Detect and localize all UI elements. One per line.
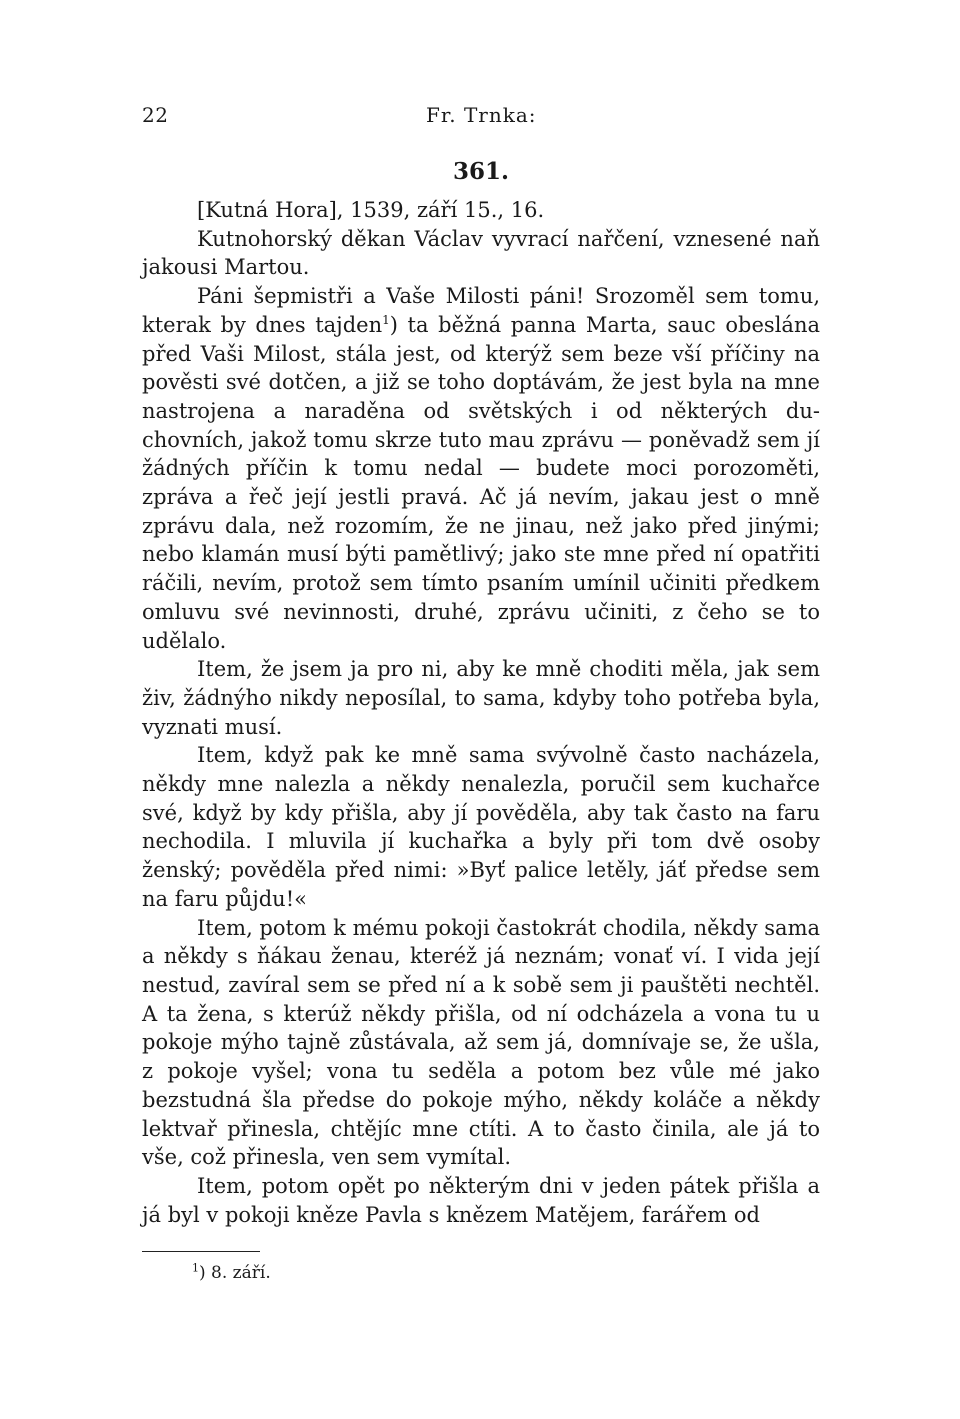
- document-number: 361.: [452, 158, 510, 185]
- footnote: [192, 1262, 271, 1284]
- footnote-divider: [142, 1251, 260, 1252]
- place-date-line: [Kutná Hora], 1539, září 15., 16.: [197, 198, 545, 222]
- paragraph-3: Item, když pak ke mně sama svývolně často nacházela, někdy mne nalezla a někdy nenalezla, poručil sem kuchařce své, když by kdy přišla, aby jí pověděla, aby tak často na faru nechodila. I mluvila jí kuchařka a byly při tom dvě osoby ženský; pověděla před nimi: »Byť palice letěly, jáť předse sem na faru půjdu!«: [142, 743, 820, 911]
- paragraph-1-text-a: Páni šepmistři a Vaše Milosti páni! Srozoměl sem tomu, kterak by dnes tajden: [142, 284, 820, 337]
- page-number: 22: [142, 103, 169, 127]
- footnote-reference: 1: [382, 312, 390, 327]
- paragraph-5: Item, potom opět po některým dni v jeden pátek přišla a já byl v pokoji kněze Pavla s knězem Matějem, farářem od: [142, 1173, 820, 1227]
- footnote-text: ) 8. září.: [199, 1263, 271, 1283]
- running-title: Fr. Trnka:: [426, 103, 537, 127]
- footnote-mark: 1: [192, 1261, 199, 1275]
- paragraph-1: [142, 282, 820, 655]
- paragraph-2: Item, že jsem ja pro ni, aby ke mně choditi měla, jak sem živ, žádnýho nikdy neposílal, to sama, kdyby toho potřeba byla, vyznati musí.: [142, 657, 820, 739]
- paragraph-1-text-b: ) ta běžná panna Marta, sauc obeslána před Vaši Milost, stála jest, od kterýž sem beze vší příčiny na pověsti své dotčen, a již se toho doptávám, že jest byla na mne nastrojena a naraděna od světských i od některých duchovních, jakož tomu skrze tuto mau zprávu — poněvadž sem jí žádných příčin k tomu nedal — budete moci porozoměti, zpráva a řeč její jestli pravá. Ač já nevím, jakau jest o mně zprávu dala, než rozomím, že ne jinau, než jako před jinými; nebo klamán musí býti pamětlivý; jako ste mne před ní opatřiti ráčili, nevím, protož sem tímto psaním umínil učiniti předkem omluvu své nevinnosti, druhé, zprávu učiniti, z čeho se to udělalo.: [142, 312, 820, 653]
- document-body: [142, 196, 820, 1229]
- paragraph-4: Item, potom k mému pokoji častokrát chodila, někdy sama a někdy s ňákau ženau, kteréž já neznám; vonať ví. I vida její nestud, zavíral sem se před ní a k sobě sem ji pauštěti nechtěl. A ta žena, s kterúž někdy přišla, od ní odcházela a vona tu u pokoje mýho tajně zůstávala, až sem já, domnívaje se, že ušla, z pokoje vyšel; vona tu seděla a potom bez vůle mé jako bezstudná šla předse do pokoje mýho, někdy koláče a někdy lektvař přinesla, chtějíc mne ctíti. A to často činila, ale já to vše, což přinesla, ven sem vymítal.: [142, 915, 820, 1170]
- running-head: [142, 103, 820, 133]
- document-summary: Kutnohorský děkan Václav vyvrací nařčení, vznesené naň jakousi Martou.: [142, 226, 820, 280]
